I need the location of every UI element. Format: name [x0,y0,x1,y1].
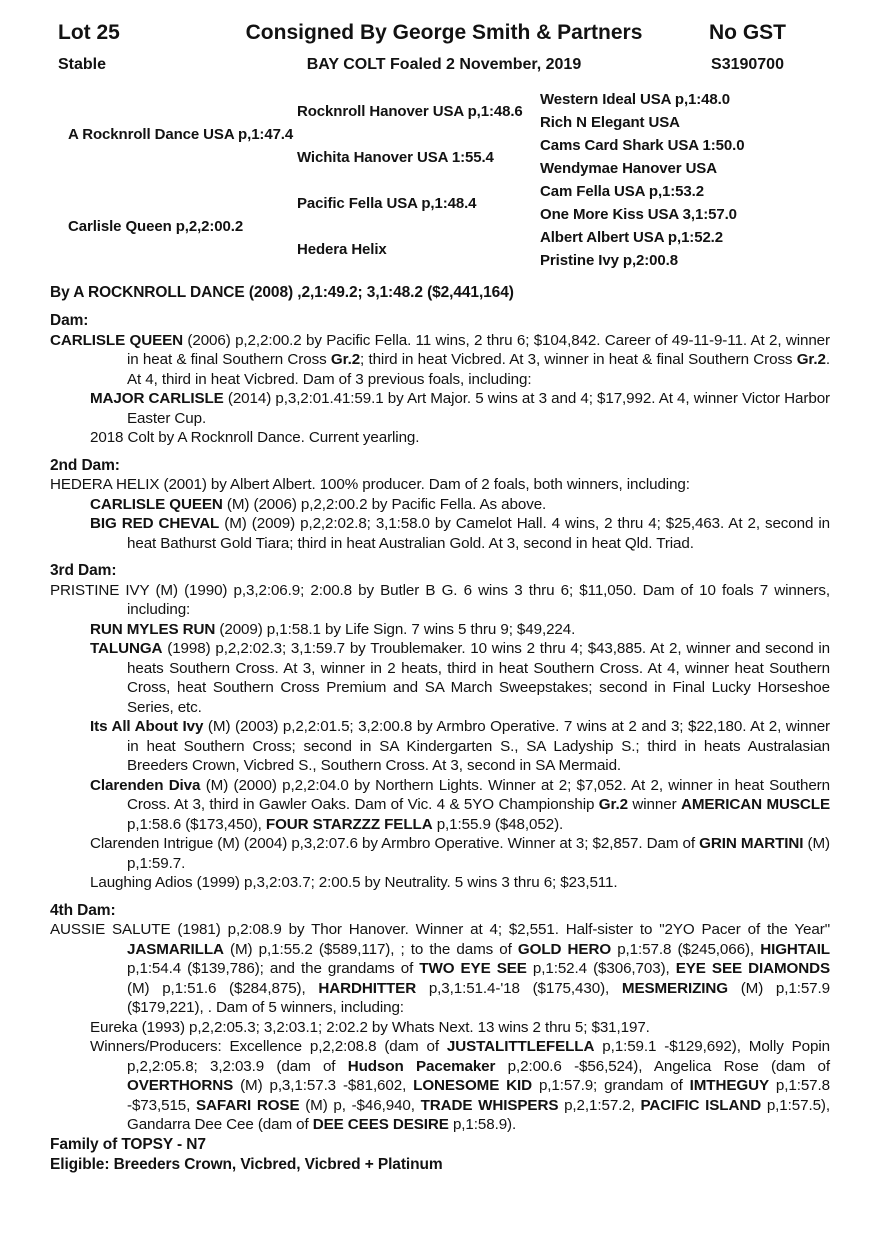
family-line: Family of TOPSY - N7 [50,1135,206,1153]
pedigree-paragraph: Eureka (1993) p,2,2:05.3; 3,2:03.1; 2:02.2 by Whats Next. 13 wins 2 thru 5; $31,197. [90,1018,650,1036]
dam-section [50,901,830,1135]
dam-name: Carlisle Queen p,2,2:00.2 [68,217,244,235]
granddam-name: Pristine Ivy p,2:00.8 [540,252,678,269]
header-row-1 [50,20,830,46]
section-heading: Dam: [50,312,89,329]
grandsire-name: Cams Card Shark USA 1:50.0 [540,137,745,154]
consignor-line: Consigned By George Smith & Partners [245,21,643,44]
pedigree-paragraph: Its All About Ivy (M) (2003) p,2,2:01.5; 3,2:00.8 by Armbro Operative. 7 wins at 2 and 3; $22,180. At 2, winner in heat Southern Cross; second in SA Kindergarten S., SA Ladyship S.; third in heats Australasian Breeders Crown, Vicbred S., Southern Cross. At 3, second in SA Mermaid. [90,718,830,774]
grandsire-name: Western Ideal USA p,1:48.0 [540,91,730,108]
pedigree-paragraph: HEDERA HELIX (2001) by Albert Albert. 100% producer. Dam of 2 foals, both winners, including: [50,476,690,493]
sire-dam-name: Wichita Hanover USA 1:55.4 [297,148,494,166]
section-heading: 2nd Dam: [50,456,120,474]
sire-sire-name: Rocknroll Hanover USA p,1:48.6 [297,102,523,120]
gst-status: No GST [709,21,786,44]
dam-section [50,311,830,448]
dam-section [50,456,830,554]
pedigree-paragraph: Winners/Producers: Excellence p,2,2:08.8 (dam of JUSTALITTLEFELLA p,1:59.1 -$129,692), Molly Popin p,2,2:05.8; 3,2:03.9 (dam of Hudson Pacemaker p,2:00.6 -$56,524), Angelica Rose (dam of OVERTHORNS (M) p,3,1:57.3 -$81,602, LONESOME KID p,1:57.9; grandam of IMTHEGUY p,1:57.8 -$73,515, SAFARI ROSE (M) p, -$46,940, TRADE WHISPERS p,2,1:57.2, PACIFIC ISLAND p,1:57.5), Gandarra Dee Cee (dam of DEE CEES DESIRE p,1:58.9). [90,1038,830,1133]
section-body [50,475,830,553]
granddam-name: Wendymae Hanover USA [540,160,717,177]
foal-description: BAY COLT Foaled 2 November, 2019 [306,56,582,73]
pedigree-paragraph: 2018 Colt by A Rocknroll Dance. Current yearling. [90,429,420,446]
pedigree-paragraph: Laughing Adios (1999) p,3,2:03.7; 2:00.5 by Neutrality. 5 wins 3 thru 6; $23,511. [90,874,618,891]
pedigree-paragraph: Clarenden Diva (M) (2000) p,2,2:04.0 by Northern Lights. Winner at 2; $7,052. At 2, winner in heat Southern Cross. At 3, third in Gawler Oaks. Dam of Vic. 4 & 5YO Championship Gr.2 winner AMERICAN MUSCLE p,1:58.6 ($173,450), FOUR STARZZZ FELLA p,1:55.9 ($48,052). [90,776,830,833]
pedigree-table [50,88,830,272]
sire-name: A Rocknroll Dance USA p,1:47.4 [68,125,294,143]
page-header [50,20,830,75]
pedigree-paragraph: PRISTINE IVY (M) (1990) p,3,2:06.9; 2:00.8 by Butler B G. 6 wins 3 thru 6; $11,050. Dam of 10 foals 7 winners, including: [50,581,830,618]
pedigree-paragraph: CARLISLE QUEEN (2006) p,2,2:00.2 by Pacific Fella. 11 wins, 2 thru 6; $104,842. Career of 49-11-9-11. At 2, winner in heat & final Southern Cross Gr.2; third in heat Vicbred. At 3, winner in heat & final Southern Cross Gr.2. At 4, third in heat Vicbred. Dam of 3 previous foals, including: [50,331,830,388]
pedigree-paragraph: BIG RED CHEVAL (M) (2009) p,2,2:02.8; 3,1:58.0 by Camelot Hall. 4 wins, 2 thru 4; $25,463. At 2, second in heat Bathurst Gold Tiara; third in heat Australian Gold. At 3, second in heat Qld. Triad. [90,515,830,552]
grandsire-name: Cam Fella USA p,1:53.2 [540,183,704,200]
lot-number: Lot 25 [58,21,120,44]
dam-section [50,561,830,893]
section-heading: 3rd Dam: [50,562,117,579]
pedigree-paragraph: CARLISLE QUEEN (M) (2006) p,2,2:00.2 by Pacific Fella. As above. [90,495,547,513]
eligibility-line: Eligible: Breeders Crown, Vicbred, Vicbred + Platinum [50,1155,443,1173]
section-body [50,581,830,893]
grandsire-name: Albert Albert USA p,1:52.2 [540,229,723,246]
dam-dam-name: Hedera Helix [297,240,387,258]
granddam-name: Rich N Elegant USA [540,114,680,131]
pedigree-paragraph: RUN MYLES RUN (2009) p,1:58.1 by Life Sign. 7 wins 5 thru 9; $49,224. [90,620,576,638]
stable-label: Stable [58,56,107,73]
section-body [50,920,830,1135]
pedigree-text-sections [50,311,830,1135]
header-row-2 [50,55,830,75]
section-heading: 4th Dam: [50,901,116,919]
catalog-code: S3190700 [711,56,784,73]
granddam-name: One More Kiss USA 3,1:57.0 [540,206,737,223]
pedigree-paragraph: AUSSIE SALUTE (1981) p,2:08.9 by Thor Hanover. Winner at 4; $2,551. Half-sister to "2YO Pacer of the Year" JASMARILLA (M) p,1:55.2 ($589,117), ; to the dams of GOLD HERO p,1:57.8 ($245,066), HIGHTAIL p,1:54.4 ($139,786); and the grandams of TWO EYE SEE p,1:52.4 ($306,703), EYE SEE DIAMONDS (M) p,1:51.6 ($284,875), HARDHITTER p,3,1:51.4-'18 ($175,430), MESMERIZING (M) p,1:57.9 ($179,221), . Dam of 5 winners, including: [50,921,831,1016]
section-body [50,331,830,448]
pedigree-paragraph: MAJOR CARLISLE (2014) p,3,2:01.41:59.1 by Art Major. 5 wins at 3 and 4; $17,992. At 4, winner Victor Harbor Easter Cup. [90,390,830,427]
sire-summary-line: By A ROCKNROLL DANCE (2008) ,2,1:49.2; 3,1:48.2 ($2,441,164) [50,284,514,301]
pedigree-paragraph: Clarenden Intrigue (M) (2004) p,3,2:07.6 by Armbro Operative. Winner at 3; $2,857. Dam of GRIN MARTINI (M) p,1:59.7. [90,835,831,872]
pedigree-paragraph: TALUNGA (1998) p,2,2:02.3; 3,1:59.7 by Troublemaker. 10 wins 2 thru 4; $43,885. At 2, winner and second in heats Southern Cross. At 3, winner in 2 heats, third in heat Southern Cross. At 4, winner heat Southern Cross, heat Southern Cross Premium and SA March Sweepstakes; second in Final Lucky Horseshoe Series, etc. [90,640,830,716]
dam-sire-name: Pacific Fella USA p,1:48.4 [297,194,477,212]
